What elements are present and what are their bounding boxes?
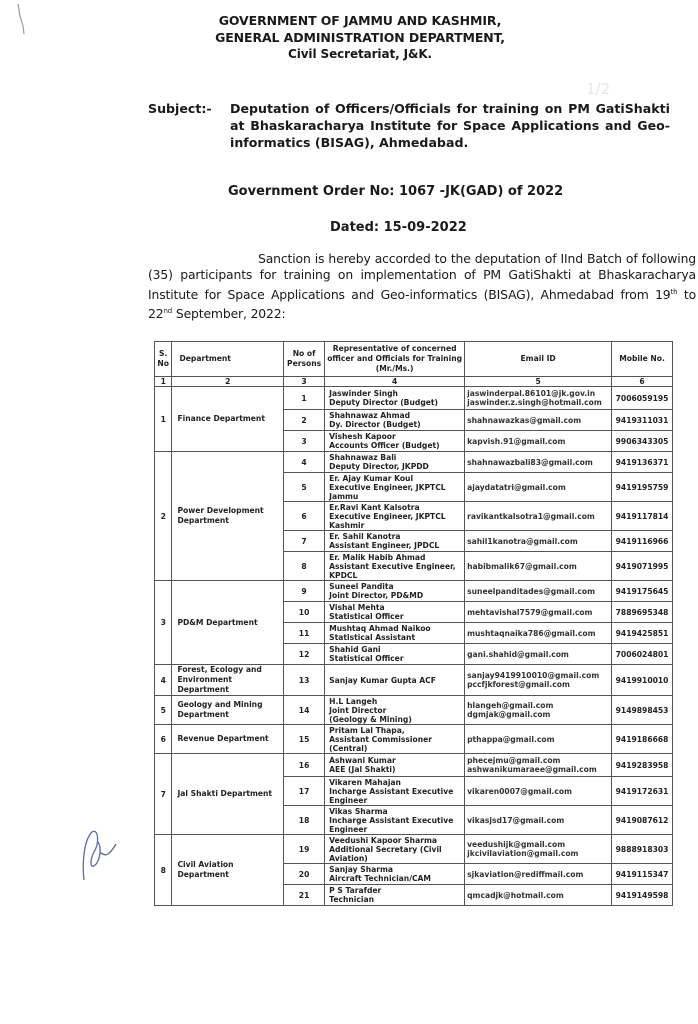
paragraph-sup2: nd xyxy=(163,307,173,316)
paragraph-sup1: th xyxy=(670,287,678,296)
email-address[interactable]: qmcadjk@hotmail.com xyxy=(467,890,564,900)
email-address[interactable]: ashwanikumaraee@gmail.com xyxy=(467,765,597,774)
representative-name: Jaswinder Singh xyxy=(329,389,398,398)
serial-number: 3 xyxy=(155,581,172,665)
participants-table xyxy=(154,341,673,906)
email-cell xyxy=(465,644,612,665)
participant-number: 12 xyxy=(283,644,324,665)
email-cell xyxy=(465,387,612,410)
mobile-number: 9419311031 xyxy=(612,410,673,431)
email-cell xyxy=(465,885,612,906)
representative-designation: Incharge Assistant Executive xyxy=(329,786,454,796)
email-address[interactable]: ajaydatatri@gmail.com xyxy=(467,482,566,492)
representative xyxy=(325,696,465,725)
header-persons: No of Persons xyxy=(283,342,324,377)
representative-designation: Dy. Director (Budget) xyxy=(329,420,421,429)
representative-designation: Assistant Engineer, JPDCL xyxy=(329,541,440,550)
mobile-number: 9888918303 xyxy=(612,835,673,864)
representative-designation: Engineer xyxy=(329,795,368,805)
email-cell xyxy=(465,806,612,835)
mobile-number: 9419116966 xyxy=(612,531,673,552)
serial-number: 1 xyxy=(155,387,172,452)
email-cell xyxy=(465,864,612,885)
mobile-number: 9149898453 xyxy=(612,696,673,725)
email-cell xyxy=(465,623,612,644)
mobile-number: 9419283958 xyxy=(612,754,673,777)
sanction-paragraph xyxy=(148,251,696,322)
representative xyxy=(325,581,465,602)
header-mobile: Mobile No. xyxy=(612,342,673,377)
representative-designation: Accounts Officer (Budget) xyxy=(329,441,440,450)
representative-designation: Joint Director, PD&MD xyxy=(329,591,424,600)
department-name: Civil Aviation Department xyxy=(172,835,284,906)
email-cell xyxy=(465,552,612,581)
department-name: Power Development Department xyxy=(172,452,284,581)
representative-designation: KPDCL xyxy=(329,570,358,580)
email-address[interactable]: jaswinder.z.singh@hotmail.com xyxy=(467,398,602,407)
representative-designation: Jammu xyxy=(329,491,359,501)
mobile-number: 9419087612 xyxy=(612,806,673,835)
representative xyxy=(325,623,465,644)
column-number: 6 xyxy=(612,377,673,387)
email-cell xyxy=(465,581,612,602)
participant-number: 6 xyxy=(283,502,324,531)
representative-designation: (Central) xyxy=(329,743,368,753)
representative xyxy=(325,452,465,473)
department-name: PD&M Department xyxy=(172,581,284,665)
representative xyxy=(325,725,465,754)
email-address[interactable]: gani.shahid@gmail.com xyxy=(467,649,569,659)
email-address[interactable]: sanjay9419910010@gmail.com xyxy=(467,671,600,680)
representative-name: Sanjay Sharma xyxy=(329,865,394,874)
email-cell xyxy=(465,431,612,452)
representative-designation: Assistant Executive Engineer, xyxy=(329,561,456,571)
participant-number: 4 xyxy=(283,452,324,473)
department-name: Jal Shakti Department xyxy=(172,754,284,835)
participant-number: 21 xyxy=(283,885,324,906)
signature xyxy=(80,822,130,882)
table-row xyxy=(155,665,673,696)
email-cell xyxy=(465,777,612,806)
header-representative: Representative of concerned officer and Officials for Training (Mr./Ms.) xyxy=(325,342,465,377)
representative xyxy=(325,864,465,885)
email-cell xyxy=(465,754,612,777)
mobile-number: 9419425851 xyxy=(612,623,673,644)
mobile-number: 9419910010 xyxy=(612,665,673,696)
representative-name: Er.Ravi Kant Kalsotra xyxy=(329,502,420,512)
email-cell xyxy=(465,696,612,725)
representative-name: Ashwani Kumar xyxy=(329,756,396,765)
email-address[interactable]: mehtavishal7579@gmail.com xyxy=(467,607,593,617)
table-row xyxy=(155,696,673,725)
email-cell xyxy=(465,602,612,623)
representative xyxy=(325,531,465,552)
table-row xyxy=(155,835,673,864)
email-address[interactable]: vikaren0007@gmail.com xyxy=(467,786,573,796)
representative xyxy=(325,552,465,581)
representative-designation: Additional Secretary (Civil xyxy=(329,844,442,854)
paragraph-part1: Sanction is hereby accorded to the deputation of IInd Batch of following (35) participants for training on implementation of PM GatiShakti at Bhaskaracharya Institute for Space Applications and Geo-informatics (BISAG), Ahmedabad from 19 xyxy=(148,251,696,302)
table-header-row xyxy=(155,342,673,377)
email-address[interactable]: ravikantkalsotra1@gmail.com xyxy=(467,511,595,521)
representative-designation: Technician xyxy=(329,895,375,904)
column-number: 1 xyxy=(155,377,172,387)
page-mark: 1/2 xyxy=(586,80,611,98)
representative-name: Vishesh Kapoor xyxy=(329,432,396,441)
column-number: 2 xyxy=(172,377,284,387)
representative-designation: Aviation) xyxy=(329,853,368,863)
representative-designation: Aircraft Technician/CAM xyxy=(329,874,431,883)
serial-number: 6 xyxy=(155,725,172,754)
participant-number: 13 xyxy=(283,665,324,696)
email-address[interactable]: jaswinderpal.86101@jk.gov.in xyxy=(467,389,596,398)
representative-designation: Statistical Officer xyxy=(329,654,404,663)
serial-number: 7 xyxy=(155,754,172,835)
participant-number: 17 xyxy=(283,777,324,806)
header-government: GOVERNMENT OF JAMMU AND KASHMIR, xyxy=(218,13,502,28)
participant-number: 5 xyxy=(283,473,324,502)
representative xyxy=(325,777,465,806)
participant-number: 10 xyxy=(283,602,324,623)
representative-name: Veedushi Kapoor Sharma xyxy=(329,835,437,845)
email-cell xyxy=(465,725,612,754)
mobile-number: 9906343305 xyxy=(612,431,673,452)
participant-number: 8 xyxy=(283,552,324,581)
representative-name: Shahnawaz Ahmad xyxy=(329,411,411,420)
representative-name: Er. Ajay Kumar Koul xyxy=(329,473,414,483)
order-number: Government Order No: 1067 -JK(GAD) of 2022 xyxy=(228,184,564,199)
representative xyxy=(325,665,465,696)
email-address[interactable]: shahnawazbali83@gmail.com xyxy=(467,457,593,467)
email-address[interactable]: suneelpanditades@gmail.com xyxy=(467,586,595,596)
email-cell xyxy=(465,452,612,473)
representative-designation: AEE (Jal Shakti) xyxy=(329,765,396,774)
representative xyxy=(325,644,465,665)
email-cell xyxy=(465,410,612,431)
email-address[interactable]: pthappa@gmail.com xyxy=(467,734,555,744)
mobile-number: 9419186668 xyxy=(612,725,673,754)
representative-name: Vishal Mehta xyxy=(329,603,385,612)
representative xyxy=(325,410,465,431)
representative xyxy=(325,754,465,777)
participant-number: 14 xyxy=(283,696,324,725)
department-name: Finance Department xyxy=(172,387,284,452)
representative-name: Mushtaq Ahmad Naikoo xyxy=(329,624,431,633)
email-cell xyxy=(465,502,612,531)
mobile-number: 9419115347 xyxy=(612,864,673,885)
participant-number: 2 xyxy=(283,410,324,431)
mobile-number: 7006024801 xyxy=(612,644,673,665)
representative-name: H.L Langeh xyxy=(329,696,378,706)
header-secretariat: Civil Secretariat, J&K. xyxy=(287,47,433,61)
email-cell xyxy=(465,835,612,864)
participant-number: 3 xyxy=(283,431,324,452)
email-address[interactable]: phecejmu@gmail.com xyxy=(467,756,561,765)
table-row xyxy=(155,452,673,473)
department-name: Revenue Department xyxy=(172,725,284,754)
representative-designation: Executive Engineer, JKPTCL xyxy=(329,482,446,492)
participant-number: 11 xyxy=(283,623,324,644)
mobile-number: 9419136371 xyxy=(612,452,673,473)
representative xyxy=(325,602,465,623)
department-name: Geology and Mining Department xyxy=(172,696,284,725)
participant-number: 1 xyxy=(283,387,324,410)
order-date: Dated: 15-09-2022 xyxy=(330,220,467,235)
email-address[interactable]: jkcivilaviation@gmail.com xyxy=(467,849,579,858)
table-row xyxy=(155,387,673,410)
header-sno: S. No xyxy=(155,342,172,377)
email-address[interactable]: veedushijk@gmail.com xyxy=(467,840,566,849)
mobile-number: 7889695348 xyxy=(612,602,673,623)
representative-name: Shahid Gani xyxy=(329,645,381,654)
representative xyxy=(325,431,465,452)
representative-name: P S Tarafder xyxy=(329,886,382,895)
paragraph-part2: to 22 xyxy=(148,286,696,322)
table-row xyxy=(155,725,673,754)
serial-number: 4 xyxy=(155,665,172,696)
representative-designation: Deputy Director (Budget) xyxy=(329,398,439,407)
representative-name: Er. Sahil Kanotra xyxy=(329,532,401,541)
representative-name: Er. Malik Habib Ahmad xyxy=(329,552,426,562)
email-cell xyxy=(465,473,612,502)
participant-number: 9 xyxy=(283,581,324,602)
table-row xyxy=(155,581,673,602)
representative-name: Shahnawaz Bali xyxy=(329,453,397,462)
representative-designation: Incharge Assistant Executive xyxy=(329,815,454,825)
representative-designation: Engineer xyxy=(329,824,368,834)
email-cell xyxy=(465,665,612,696)
email-address[interactable]: pccfjkforest@gmail.com xyxy=(467,680,570,689)
email-address[interactable]: sjkaviation@rediffmail.com xyxy=(467,869,584,879)
email-address[interactable]: habibmalik67@gmail.com xyxy=(467,561,577,571)
representative-name: Suneel Pandita xyxy=(329,582,394,591)
representative xyxy=(325,473,465,502)
header-department: Department xyxy=(172,342,284,377)
table-row xyxy=(155,754,673,777)
representative xyxy=(325,835,465,864)
mobile-number: 9419071995 xyxy=(612,552,673,581)
participant-number: 18 xyxy=(283,806,324,835)
representative xyxy=(325,387,465,410)
subject-label: Subject:- xyxy=(148,101,212,116)
participants-body xyxy=(155,387,673,906)
mobile-number: 7006059195 xyxy=(612,387,673,410)
serial-number: 8 xyxy=(155,835,172,906)
representative-name: Vikaren Mahajan xyxy=(329,777,401,787)
serial-number: 2 xyxy=(155,452,172,581)
representative xyxy=(325,806,465,835)
header-department: GENERAL ADMINISTRATION DEPARTMENT, xyxy=(215,30,505,45)
representative-name: Vikas Sharma xyxy=(329,806,388,816)
representative-designation: Statistical Officer xyxy=(329,612,404,621)
paragraph-part3: September, 2022: xyxy=(172,306,286,322)
representative-name: Sanjay Kumar Gupta ACF xyxy=(329,675,436,685)
email-address[interactable]: vikasjsd17@gmail.com xyxy=(467,815,565,825)
column-number: 3 xyxy=(283,377,324,387)
serial-number: 5 xyxy=(155,696,172,725)
representative-designation: Joint Director xyxy=(329,705,387,715)
representative-designation: (Geology & Mining) xyxy=(329,714,412,724)
participant-number: 7 xyxy=(283,531,324,552)
margin-scribble xyxy=(14,2,30,38)
representative-designation: Statistical Assistant xyxy=(329,633,416,642)
subject-text: Deputation of Officers/Officials for training on PM GatiShakti at Bhaskaracharya Institute for Space Applications and Geo-informatics (BISAG), Ahmedabad. xyxy=(230,101,670,150)
mobile-number: 9419149598 xyxy=(612,885,673,906)
participant-number: 15 xyxy=(283,725,324,754)
representative-name: Pritam Lal Thapa, xyxy=(329,725,405,735)
representative-designation: Kashmir xyxy=(329,520,365,530)
department-name: Forest, Ecology and Environment Department xyxy=(172,665,284,696)
column-number: 4 xyxy=(325,377,465,387)
mobile-number: 9419117814 xyxy=(612,502,673,531)
representative xyxy=(325,502,465,531)
representative-designation: Assistant Commissioner xyxy=(329,734,433,744)
email-address[interactable]: dgmjak@gmail.com xyxy=(467,710,551,719)
email-address[interactable]: hlangeh@gmail.com xyxy=(467,701,554,710)
participant-number: 19 xyxy=(283,835,324,864)
header-email: Email ID xyxy=(465,342,612,377)
email-cell xyxy=(465,531,612,552)
mobile-number: 9419175645 xyxy=(612,581,673,602)
representative xyxy=(325,885,465,906)
email-address[interactable]: kapvish.91@gmail.com xyxy=(467,436,566,446)
representative-designation: Deputy Director, JKPDD xyxy=(329,462,429,471)
email-address[interactable]: shahnawazkas@gmail.com xyxy=(467,415,582,425)
mobile-number: 9419172631 xyxy=(612,777,673,806)
representative-designation: Executive Engineer, JKPTCL xyxy=(329,511,446,521)
column-number: 5 xyxy=(465,377,612,387)
mobile-number: 9419195759 xyxy=(612,473,673,502)
email-address[interactable]: sahil1kanotra@gmail.com xyxy=(467,536,578,546)
participant-number: 20 xyxy=(283,864,324,885)
email-address[interactable]: mushtaqnaika786@gmail.com xyxy=(467,628,596,638)
document-header xyxy=(160,12,560,63)
column-number-row xyxy=(155,377,673,387)
participant-number: 16 xyxy=(283,754,324,777)
